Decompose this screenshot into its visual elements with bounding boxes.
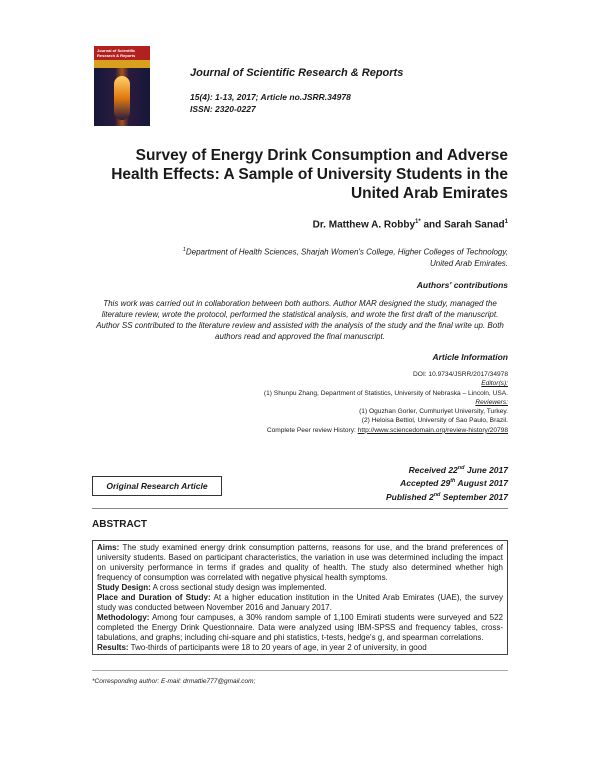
corresponding-author-footnote: *Corresponding author: E-mail: drmattie777@gmail.com; [92,678,256,685]
aims-text: The study examined energy drink consumption patterns, reasons for use, and the brand preferences of university students. Based on participant characteristics, the variation in use was determined including the impact on university performance in terms if grades and quality of health. The study also determined whether high frequency of consumption was correlated with negative physical health symptoms. [97,543,503,582]
journal-cover-image [94,46,150,126]
article-info [88,370,508,435]
doi: DOI: 10.9734/JSRR/2017/34978 [413,371,508,378]
cover-band-accent [94,60,150,68]
published-pre: Published 2 [385,491,434,502]
author-2-affil: 1 [504,219,508,225]
place-text: At a higher education institution in the United Arab Emirates (UAE), the survey study was conducted between November 2016 and January 2017. [97,593,504,612]
contributions-text: This work was carried out in collaboration between both authors. Author MAR designed the study, managed the literature review, wrote the protocol, performed the statistical analysis, and wrote the first draft of the manuscript. Author SS contributed to the literature review and assisted with the analysis of the study and the final write up. Both authors read and approved the final manuscript. [96,299,504,341]
abstract-place [97,593,503,613]
editor-label: Editor(s): [481,380,508,388]
footnote-divider [92,670,508,671]
abstract-results [97,643,503,653]
place-label: Place and Duration of Study: [97,593,211,602]
abstract-heading: ABSTRACT [92,519,147,530]
article-authors [313,219,508,230]
results-text: Two-thirds of participants were 18 to 20 years of age, in year 2 of university, in good [128,643,427,652]
accepted-sup: th [450,478,456,485]
published-date [386,490,508,503]
editor-1: (1) Shunpu Zhang, Department of Statistics, University of Nebraska – Lincoln, USA. [263,389,508,397]
aims-label: Aims: [97,543,120,552]
reviewers-label: Reviewers: [475,398,508,406]
article-info-heading: Article Information [432,352,508,362]
affil-line-1: Department of Health Sciences, Sharjah Women's College, Higher Colleges of Technology, [185,247,508,257]
design-text: A cross sectional study design was implemented. [150,583,327,592]
abstract-methodology [97,613,503,643]
published-post: September 2017 [440,491,508,502]
author-2: Sarah Sanad [444,219,505,231]
history-link[interactable]: http://www.sciencedomain.org/review-history/20798 [357,426,508,434]
contributions-heading: Authors' contributions [416,280,508,290]
cover-glow [114,76,130,120]
article-title: Survey of Energy Drink Consumption and Adverse Health Effects: A Sample of University Students in the United Arab Emirates [111,147,508,202]
reviewer-2: (2) Heloisa Bettiol, University of Sao Paulo, Brazil. [361,417,508,425]
abstract-aims [97,543,503,583]
design-label: Study Design: [97,583,151,592]
received-pre: Received 22 [408,464,458,475]
article-dates [386,463,508,503]
accepted-date [386,476,508,489]
author-conj: and [420,219,445,231]
history-label: Complete Peer review History: [266,426,358,434]
reviewer-1: (1) Oguzhan Gorler, Cumhuriyet University, Turkey. [359,408,508,416]
received-post: June 2017 [464,464,508,475]
accepted-post: August 2017 [455,478,508,489]
cover-title: Journal of Scientific Research & Reports [97,48,136,58]
method-text: Among four campuses, a 30% random sample of 1,100 Emirati students were surveyed and 522 completed the Energy Drink Questionnaire. Data were analyzed using IBM-SPSS and frequency tables, cross-tabulations, and graphs; including chi-square and phi statistics, t-tests, hedge's g, and spearman correlations. [97,613,503,642]
published-sup: nd [433,491,441,498]
affil-marker: 1 [182,247,186,253]
article-type-badge: Original Research Article [92,476,222,496]
author-1: Dr. Matthew A. Robby [312,219,416,231]
accepted-pre: Accepted 29 [400,478,451,489]
received-sup: nd [457,465,465,471]
results-label: Results: [97,643,129,652]
peer-review-history [88,426,508,435]
journal-name: Journal of Scientific Research & Reports [190,67,404,79]
journal-volume: 15(4): 1-13, 2017; Article no.JSRR.34978 [190,92,351,102]
author-affiliation [108,245,508,269]
divider [92,508,508,509]
journal-issn: ISSN: 2320-0227 [190,104,256,114]
author-1-affil: 1* [415,219,421,225]
affil-line-2: United Arab Emirates. [430,258,508,268]
method-label: Methodology: [97,613,150,622]
abstract-design [97,583,503,593]
received-date [386,463,508,476]
abstract-box [92,540,508,655]
